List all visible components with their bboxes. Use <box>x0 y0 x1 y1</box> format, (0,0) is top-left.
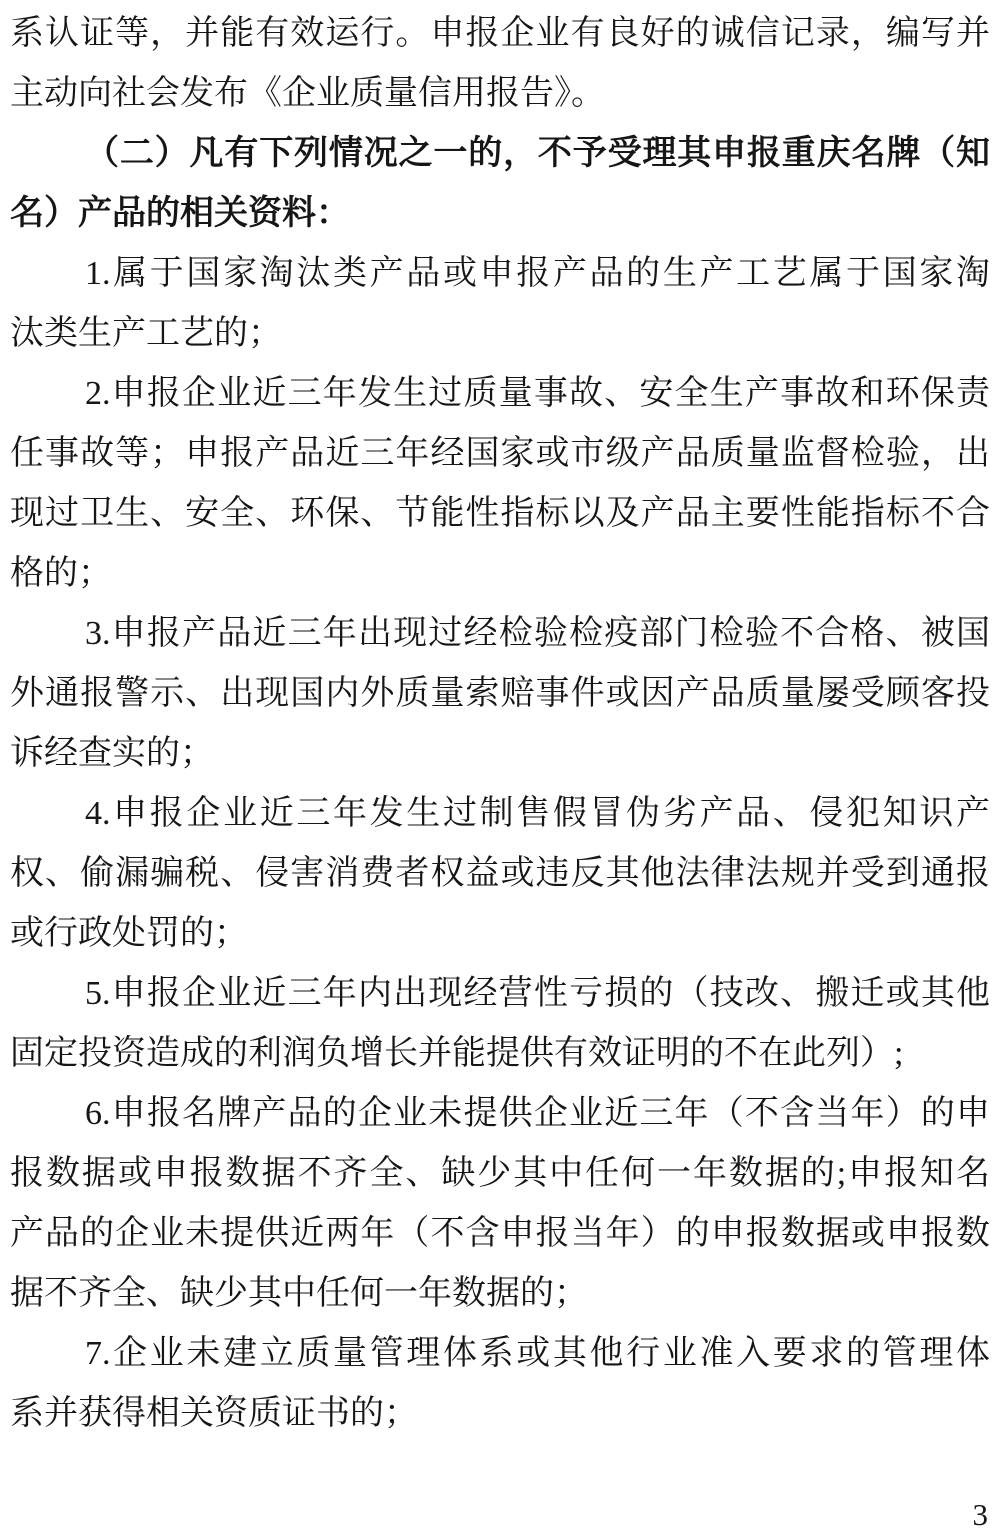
text-line: 汰类生产工艺的； <box>10 315 282 352</box>
text-line: 现过卫生、安全、环保、节能性指标以及产品主要性能指标不合 <box>10 495 990 532</box>
text-line: 外通报警示、出现国内外质量索赔事件或因产品质量屡受顾客投 <box>10 675 990 712</box>
text-line: 报数据或申报数据不齐全、缺少其中任何一年数据的;申报知名 <box>10 1155 990 1192</box>
section-heading-line: （二）凡有下列情况之一的，不予受理其申报重庆名牌（知 <box>85 135 990 172</box>
text-line: 固定投资造成的利润负增长并能提供有效证明的不在此列）; <box>10 1035 904 1072</box>
text-line: 1.属于国家淘汰类产品或申报产品的生产工艺属于国家淘 <box>85 255 990 292</box>
text-line: 或行政处罚的； <box>10 915 248 952</box>
page-number: 3 <box>972 1497 988 1532</box>
text-line: 4.申报企业近三年发生过制售假冒伪劣产品、侵犯知识产 <box>85 795 990 832</box>
text-line: 权、偷漏骗税、侵害消费者权益或违反其他法律法规并受到通报 <box>10 855 990 892</box>
text-line: 格的； <box>10 555 112 592</box>
section-heading-line: 名）产品的相关资料： <box>10 195 350 232</box>
text-line: 5.申报企业近三年内出现经营性亏损的（技改、搬迁或其他 <box>85 975 990 1012</box>
text-line: 系认证等，并能有效运行。申报企业有良好的诚信记录，编写并 <box>10 15 990 52</box>
text-line: 6.申报名牌产品的企业未提供企业近三年（不含当年）的申 <box>85 1095 990 1132</box>
text-line: 系并获得相关资质证书的； <box>10 1395 418 1432</box>
text-line: 任事故等；申报产品近三年经国家或市级产品质量监督检验，出 <box>10 435 990 472</box>
text-line: 据不齐全、缺少其中任何一年数据的； <box>10 1275 588 1312</box>
text-line: 主动向社会发布《企业质量信用报告》。 <box>10 75 605 112</box>
text-line: 诉经查实的； <box>10 735 214 772</box>
text-line: 3.申报产品近三年出现过经检验检疫部门检验不合格、被国 <box>85 615 990 652</box>
text-line: 产品的企业未提供近两年（不含申报当年）的申报数据或申报数 <box>10 1215 990 1252</box>
text-line: 7.企业未建立质量管理体系或其他行业准入要求的管理体 <box>85 1335 990 1372</box>
text-line: 2.申报企业近三年发生过质量事故、安全生产事故和环保责 <box>85 375 990 412</box>
